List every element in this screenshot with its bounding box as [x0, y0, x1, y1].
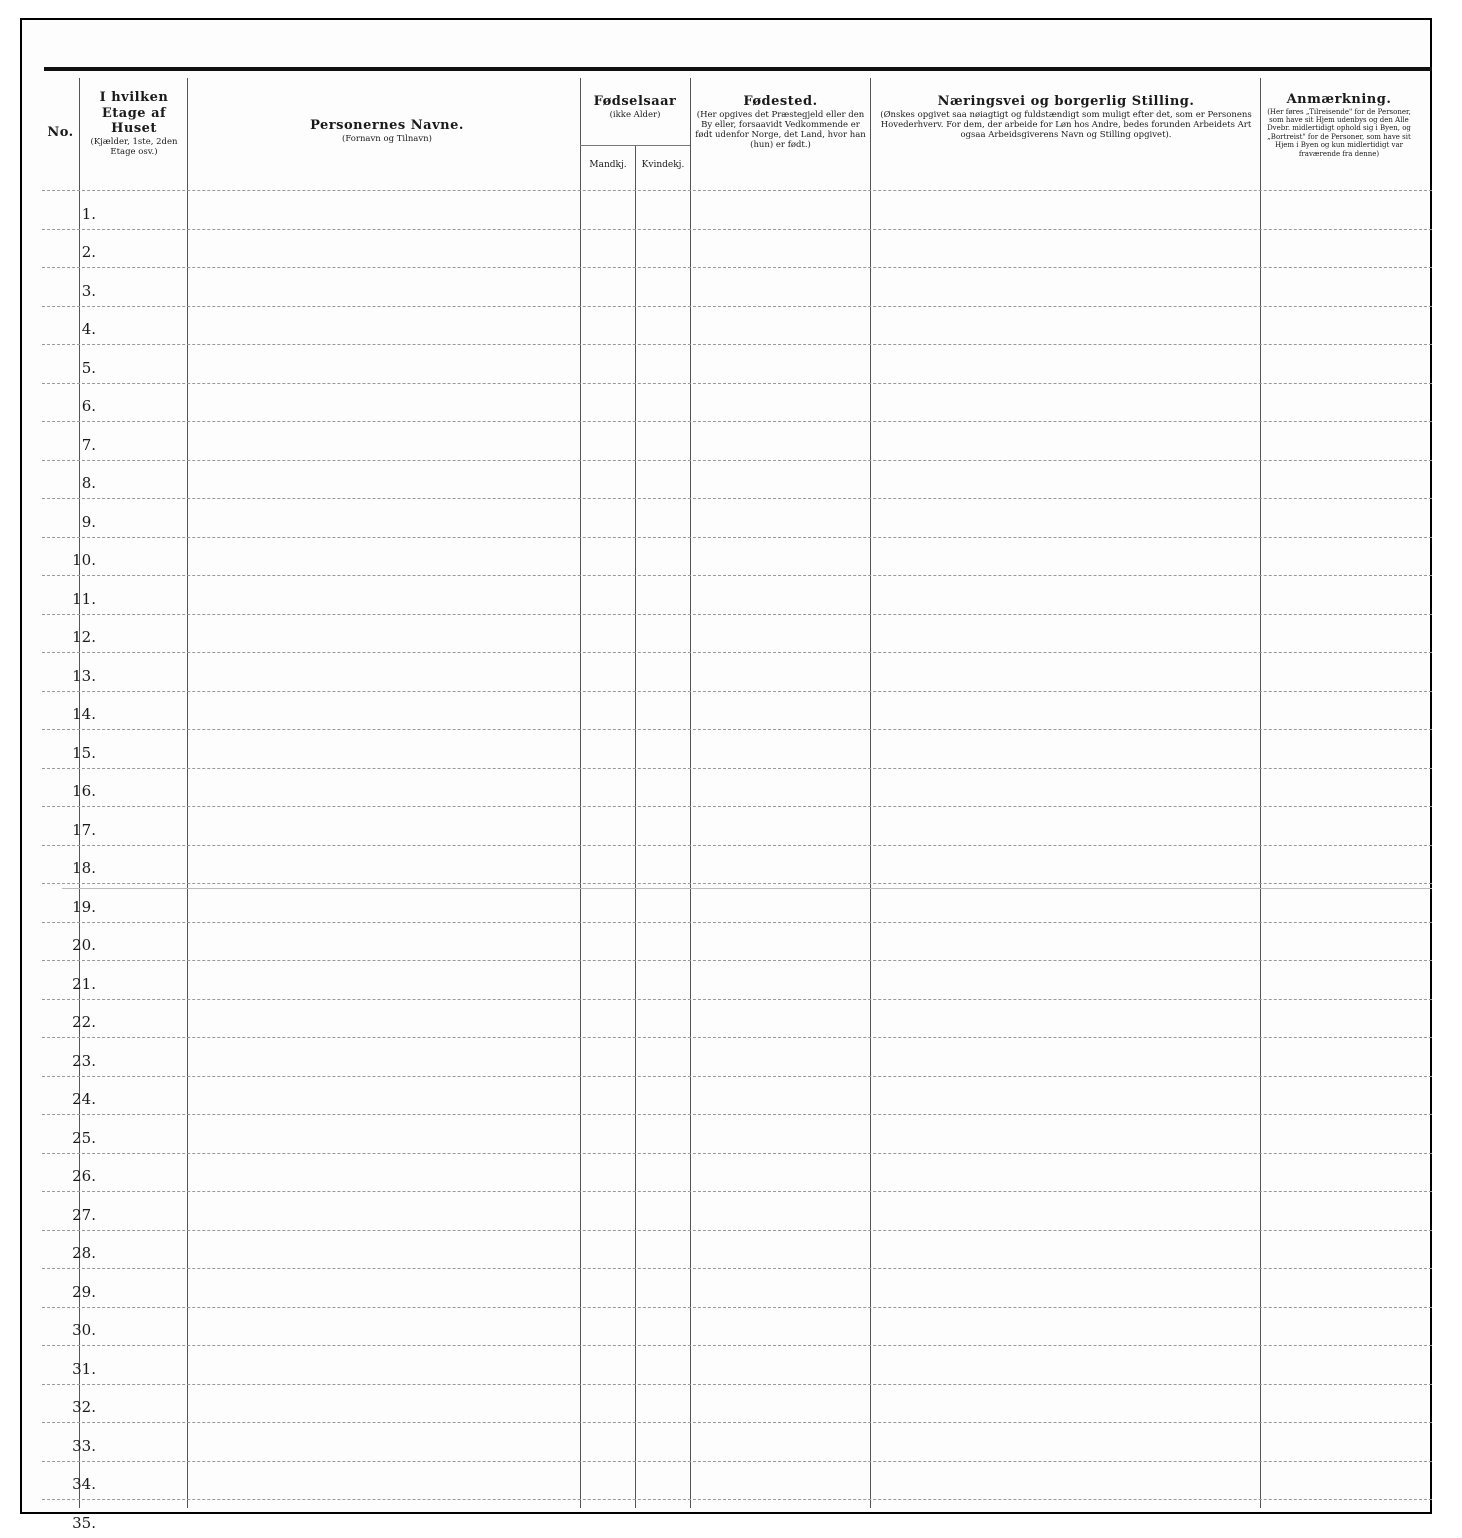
table-row — [42, 1037, 1432, 1076]
row-number: 14. — [72, 705, 96, 723]
table-row — [42, 1230, 1432, 1269]
table-row — [42, 306, 1432, 345]
table-row — [42, 383, 1432, 422]
row-number: 12. — [72, 628, 96, 646]
row-number: 11. — [72, 589, 96, 608]
row-number: 25. — [72, 1128, 96, 1147]
table-row — [42, 922, 1432, 961]
header-no — [42, 125, 79, 141]
row-number: 29. — [72, 1282, 96, 1301]
row-number: 30. — [72, 1321, 96, 1339]
row-number: 23. — [72, 1051, 96, 1070]
header-naering-sub: (Ønskes opgivet saa nøiagtigt og fuldstændigt som muligt efter det, som er Personens Hovederhverv. For dem, der arbeide for Løn hos Andre, bedes forunden Arbeidets Art ogsaa Arbeidsgiverens Navn og Stilling opgivet). — [880, 109, 1252, 140]
row-number: 13. — [72, 666, 96, 685]
table-row — [42, 1114, 1432, 1153]
table-row — [42, 768, 1432, 807]
header-fodested-title: Fødested. — [743, 94, 818, 109]
table-row — [42, 1076, 1432, 1115]
table-row — [42, 1307, 1432, 1346]
table-row — [42, 652, 1432, 691]
row-number: 35. — [72, 1513, 96, 1532]
table-row — [42, 460, 1432, 499]
row-number: 3. — [81, 281, 96, 300]
header-etage-sub: (Kjælder, 1ste, 2den Etage osv.) — [90, 136, 178, 157]
table-row — [42, 691, 1432, 730]
header-no-label: No. — [47, 125, 74, 140]
row-number: 27. — [72, 1205, 96, 1224]
row-number: 9. — [81, 512, 96, 531]
header-anmaerkning-sub: (Her føres „Tilreisende" for de Personer, som have sit Hjem udenbys og den Alle Dvebr. midlertidigt ophold sig i Byen, og „Bortreist" for de Personer, som have sit Hjem i Byen og kun midlertidigt var fraværende fra denne) — [1267, 107, 1411, 158]
table-row — [42, 1345, 1432, 1384]
row-number: 20. — [72, 936, 96, 954]
row-number: 18. — [72, 859, 96, 877]
table-row — [42, 729, 1432, 768]
table-row — [42, 806, 1432, 845]
table-row — [42, 1422, 1432, 1461]
table-row — [42, 960, 1432, 999]
header-naering-title: Næringsvei og borgerlig Stilling. — [937, 94, 1195, 109]
row-number: 26. — [72, 1167, 96, 1185]
row-number: 19. — [72, 897, 96, 916]
row-number: 15. — [72, 743, 96, 762]
header-fodselsaar-title: Fødselsaar — [593, 94, 677, 109]
row-number: 6. — [81, 397, 96, 415]
table-row — [42, 1461, 1432, 1500]
row-number: 4. — [81, 320, 96, 338]
table-row — [42, 1268, 1432, 1307]
header-fodested — [694, 94, 867, 150]
row-number: 5. — [81, 358, 96, 377]
table-row — [42, 267, 1432, 306]
table-row — [42, 575, 1432, 614]
header-anmaerkning — [1264, 92, 1414, 158]
header-navne-title: Personernes Navne. — [310, 118, 464, 133]
table-row — [42, 344, 1432, 383]
top-rule — [44, 67, 1432, 71]
header-anmaerkning-title: Anmærkning. — [1286, 92, 1392, 107]
table-row — [42, 498, 1432, 537]
header-fodselsaar-sub: (ikke Alder) — [609, 109, 661, 120]
table-row — [42, 845, 1432, 884]
table-row — [42, 999, 1432, 1038]
row-number: 2. — [81, 243, 96, 261]
row-number: 8. — [81, 474, 96, 492]
header-naering — [878, 94, 1254, 140]
row-number: 31. — [72, 1359, 96, 1378]
header-fodselsaar — [582, 94, 688, 120]
header-navne — [222, 118, 552, 144]
row-number: 24. — [72, 1090, 96, 1108]
table-row — [42, 614, 1432, 653]
row-number: 16. — [72, 782, 96, 800]
row-number: 17. — [72, 820, 96, 839]
table-row — [42, 1499, 1432, 1538]
census-form — [20, 18, 1432, 1532]
row-number: 10. — [72, 551, 96, 569]
header-kvinde: Kvindekj. — [641, 160, 685, 170]
row-number: 1. — [81, 204, 96, 223]
row-number: 33. — [72, 1436, 96, 1455]
row-number: 22. — [72, 1013, 96, 1031]
row-number: 32. — [72, 1398, 96, 1416]
header-etage — [84, 90, 184, 157]
subheader-rule — [580, 145, 690, 146]
header-mand: Mandkj. — [589, 160, 627, 170]
table-row — [42, 421, 1432, 460]
page-fold — [62, 888, 1432, 889]
row-number: 7. — [81, 435, 96, 454]
row-number: 28. — [72, 1244, 96, 1262]
table-row — [42, 1191, 1432, 1230]
table-row — [42, 190, 1432, 229]
table-row — [42, 1384, 1432, 1423]
table-row — [42, 1153, 1432, 1192]
header-etage-title: I hvilken Etage af Huset — [99, 90, 169, 137]
header-navne-sub: (Fornavn og Tilnavn) — [342, 133, 432, 144]
row-number: 21. — [72, 974, 96, 993]
row-list — [42, 190, 1432, 1538]
header-fodested-sub: (Her opgives det Præstegjeld eller den By eller, forsaavidt Vedkommende er født udenfor Norge, det Land, hvor han (hun) er født.) — [695, 109, 866, 151]
row-number: 34. — [72, 1475, 96, 1493]
table-row — [42, 229, 1432, 268]
table-row — [42, 537, 1432, 576]
